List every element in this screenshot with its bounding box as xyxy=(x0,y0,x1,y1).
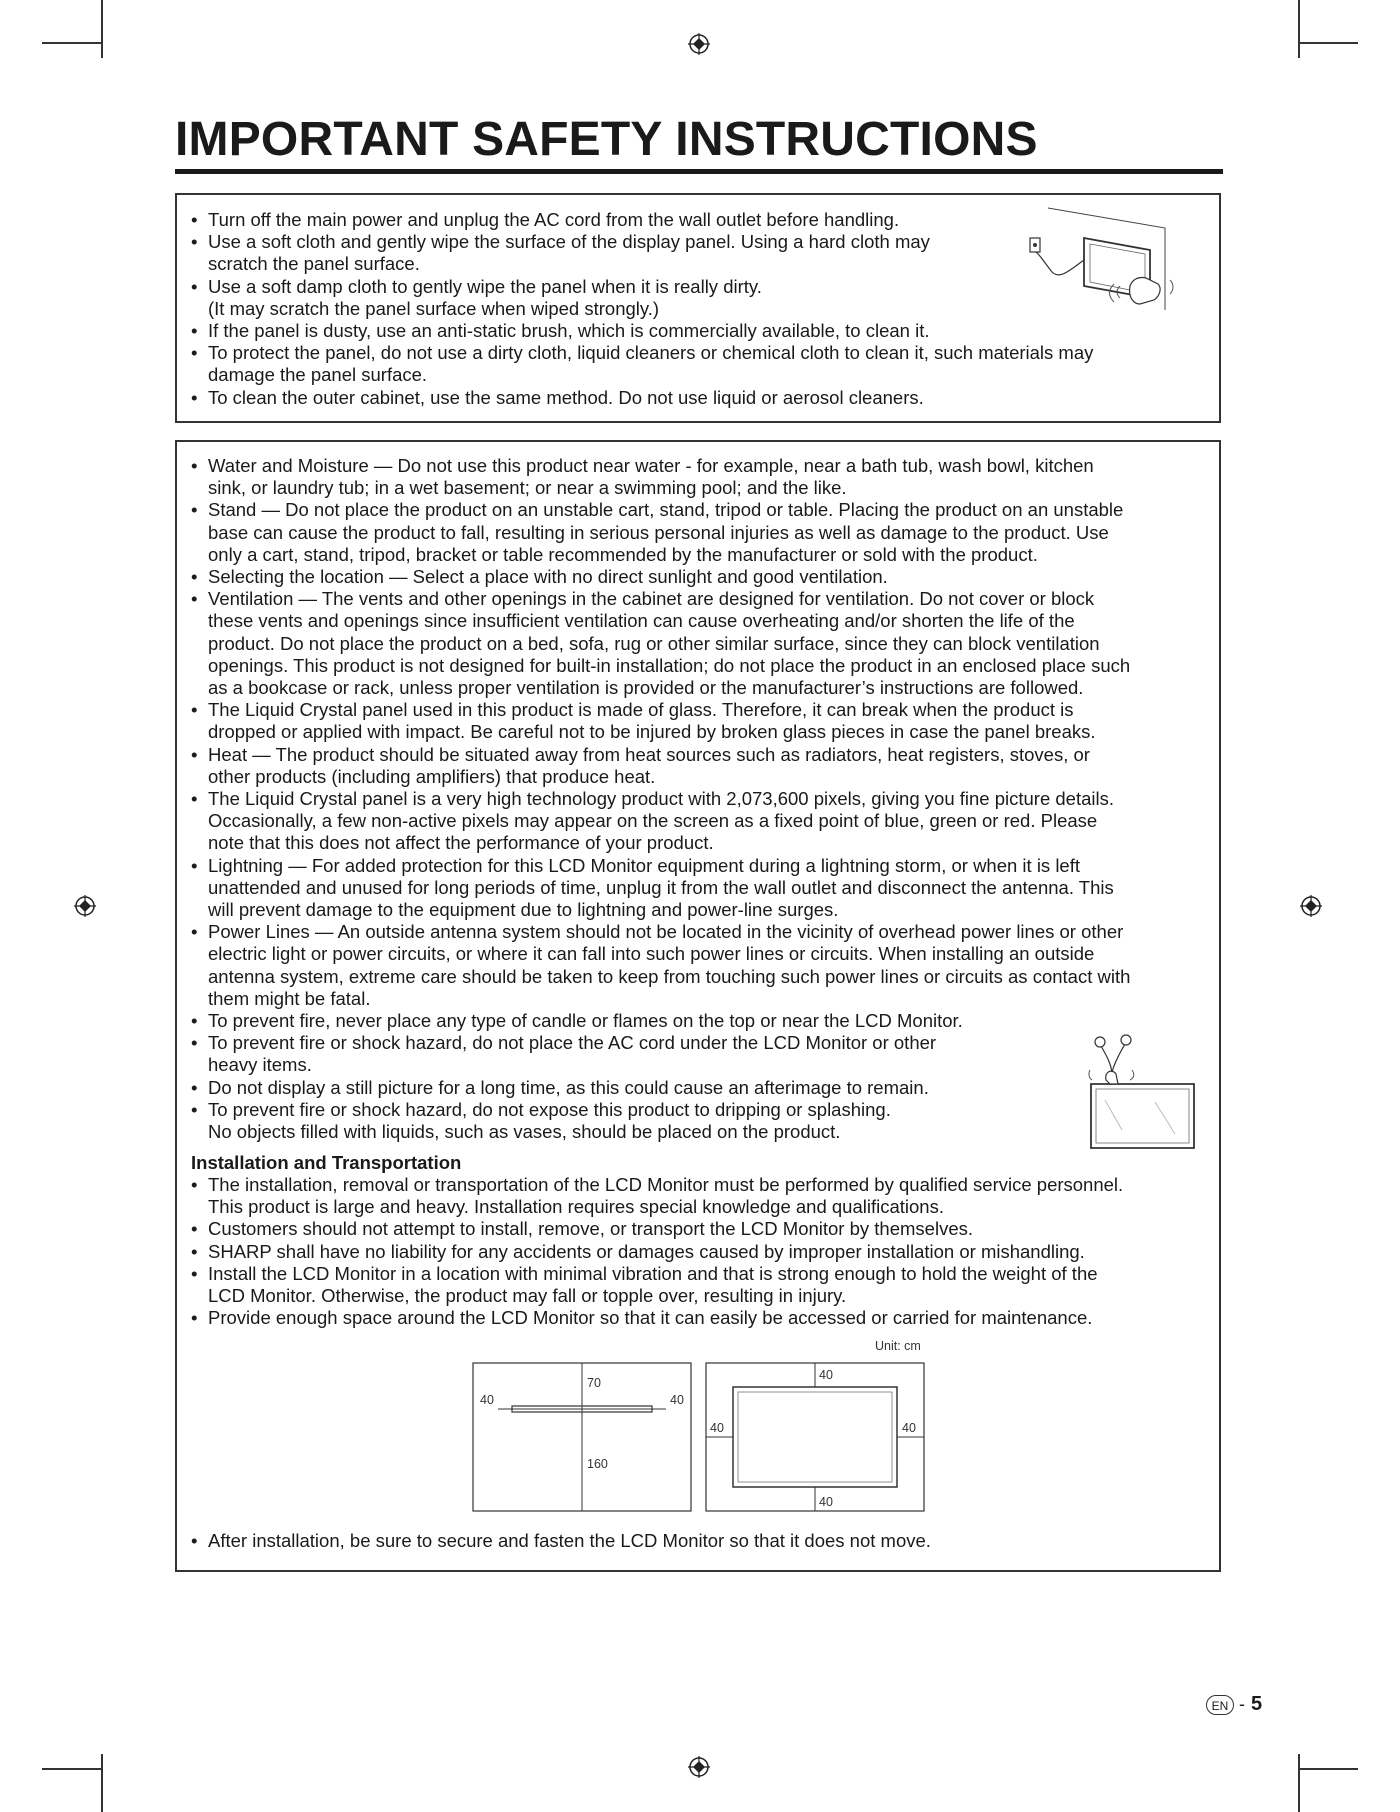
list-item xyxy=(177,1218,1217,1240)
list-item-line: them might be fatal. xyxy=(208,987,371,1009)
crop-mark xyxy=(1298,1768,1358,1770)
list-item-line: other products (including amplifiers) that produce heat. xyxy=(208,765,656,787)
list-item-line: • After installation, be sure to secure and fasten the LCD Monitor so that it does not move. xyxy=(208,1530,931,1551)
list-item-line: sink, or laundry tub; in a wet basement; or near a swimming pool; and the like. xyxy=(208,477,847,499)
list-item xyxy=(177,566,1217,588)
list-item-line: • To clean the outer cabinet, use the same method. Do not use liquid or aerosol cleaners. xyxy=(208,386,924,408)
list-item-line: • SHARP shall have no liability for any accidents or damages caused by improper installation or mishandling. xyxy=(208,1240,1085,1262)
page-footer xyxy=(1206,1693,1262,1716)
list-item xyxy=(177,499,1217,566)
list-item-line: will prevent damage to the equipment due to lightning and power-line surges. xyxy=(208,899,839,921)
front-view-left-dim: 40 xyxy=(710,1421,724,1435)
front-view-bottom-dim: 40 xyxy=(819,1495,833,1509)
list-item-line: • Use a soft cloth and gently wipe the surface of the display panel. Using a hard cloth may xyxy=(208,231,930,253)
list-item-line: product. Do not place the product on a bed, sofa, rug or other similar surface, since they can block ventilation xyxy=(208,632,1100,654)
list-item xyxy=(177,320,1197,342)
list-item xyxy=(177,1174,1217,1218)
registration-mark-icon xyxy=(688,1756,710,1778)
list-item-line: • To prevent fire, never place any type of candle or flames on the top or near the LCD Monitor. xyxy=(208,1010,963,1032)
top-view-right-dim: 40 xyxy=(670,1393,684,1407)
top-view-back-dim: 160 xyxy=(587,1457,608,1471)
list-item xyxy=(177,588,1217,699)
unit-label: Unit: cm xyxy=(875,1339,921,1353)
list-item xyxy=(177,788,1217,855)
list-item-line: unattended and unused for long periods of time, unplug it from the wall outlet and disconnect the antenna. This xyxy=(208,876,1114,898)
page-separator: - xyxy=(1239,1694,1245,1714)
list-item-line: • Use a soft damp cloth to gently wipe the panel when it is really dirty. xyxy=(208,275,762,297)
list-item-line: • To prevent fire or shock hazard, do not place the AC cord under the LCD Monitor or other xyxy=(208,1032,937,1054)
list-item-line: • Turn off the main power and unplug the AC cord from the wall outlet before handling. xyxy=(208,209,900,230)
list-item xyxy=(177,855,1217,922)
list-item-line: • Power Lines — An outside antenna system should not be located in the vicinity of overhead power lines or other xyxy=(208,921,1124,943)
list-item-line: note that this does not affect the performance of your product. xyxy=(208,832,714,854)
list-item-line: scratch the panel surface. xyxy=(208,253,420,275)
list-item-line: • The installation, removal or transportation of the LCD Monitor must be performed by qualified service personnel. xyxy=(208,1174,1124,1195)
list-item-line: No objects filled with liquids, such as vases, should be placed on the product. xyxy=(208,1121,841,1143)
crop-mark xyxy=(1298,0,1300,58)
list-item-line: these vents and openings since insufficient ventilation can cause overheating and/or shorten the life of the xyxy=(208,610,1075,632)
list-item xyxy=(177,387,1197,409)
list-item-line: • Stand — Do not place the product on an unstable cart, stand, tripod or table. Placing the product on an unstable xyxy=(208,499,1124,521)
list-item-line: • Water and Moisture — Do not use this product near water - for example, near a bath tub, wash bowl, kitchen xyxy=(208,455,1094,476)
crop-mark xyxy=(101,0,103,58)
vase-on-monitor-illustration xyxy=(1060,1030,1200,1150)
list-item xyxy=(177,1307,1217,1329)
top-view-front-dim: 70 xyxy=(587,1376,601,1390)
list-item-line: • Customers should not attempt to install, remove, or transport the LCD Monitor by themselves. xyxy=(208,1218,973,1240)
crop-mark xyxy=(1298,1754,1300,1812)
list-item xyxy=(177,921,1217,1010)
list-item-line: • If the panel is dusty, use an anti-static brush, which is commercially available, to clean it. xyxy=(208,320,930,342)
language-badge: EN xyxy=(1206,1695,1234,1715)
registration-mark-icon xyxy=(74,895,96,917)
list-item-line: • The Liquid Crystal panel is a very high technology product with 2,073,600 pixels, giving you fine picture details. xyxy=(208,788,1114,810)
list-item-line: damage the panel surface. xyxy=(208,364,428,386)
page-title: IMPORTANT SAFETY INSTRUCTIONS xyxy=(175,113,1038,166)
list-item xyxy=(177,1530,1217,1552)
list-item-line: LCD Monitor. Otherwise, the product may fall or topple over, resulting in injury. xyxy=(208,1285,847,1307)
list-item-line: • Ventilation — The vents and other openings in the cabinet are designed for ventilation. Do not cover or block xyxy=(208,588,1095,610)
clearance-diagram xyxy=(470,1340,940,1515)
list-item-line: (It may scratch the panel surface when wiped strongly.) xyxy=(208,297,660,319)
top-view-left-dim: 40 xyxy=(480,1393,494,1407)
front-view-right-dim: 40 xyxy=(902,1421,916,1435)
list-item xyxy=(177,455,1217,499)
list-item xyxy=(177,744,1217,788)
list-item-line: This product is large and heavy. Installation requires special knowledge and qualifications. xyxy=(208,1196,944,1218)
after-installation-list xyxy=(177,1530,1217,1552)
list-item-line: heavy items. xyxy=(208,1054,312,1076)
list-item-line: • The Liquid Crystal panel used in this product is made of glass. Therefore, it can break when the product is xyxy=(208,699,1074,721)
crop-mark xyxy=(1298,42,1358,44)
list-item-line: • Install the LCD Monitor in a location with minimal vibration and that is strong enough to hold the weight of the xyxy=(208,1262,1098,1284)
list-item xyxy=(177,699,1217,743)
list-item-line: • Provide enough space around the LCD Monitor so that it can easily be accessed or carried for maintenance. xyxy=(208,1307,1093,1329)
list-item xyxy=(177,1010,1217,1032)
title-rule xyxy=(175,169,1223,174)
list-item-line: only a cart, stand, tripod, bracket or table recommended by the manufacturer or sold with the product. xyxy=(208,543,1038,565)
installation-heading: Installation and Transportation xyxy=(191,1152,462,1173)
list-item-line: • Heat — The product should be situated away from heat sources such as radiators, heat registers, stoves, or xyxy=(208,743,1090,765)
list-item-line: as a bookcase or rack, unless proper ventilation is provided or the manufacturer’s instructions are followed. xyxy=(208,677,1084,699)
page-number: 5 xyxy=(1251,1693,1263,1715)
wiping-panel-illustration xyxy=(1000,200,1210,320)
list-item xyxy=(177,342,1197,386)
list-item-line: • Selecting the location — Select a place with no direct sunlight and good ventilation. xyxy=(208,566,888,588)
list-item-line: Occasionally, a few non-active pixels may appear on the screen as a fixed point of blue, green or red. Please xyxy=(208,810,1098,832)
crop-mark xyxy=(101,1754,103,1812)
crop-mark xyxy=(42,1768,102,1770)
list-item-line: base can cause the product to fall, resulting in serious personal injuries as well as damage to the product. Use xyxy=(208,521,1109,543)
list-item-line: openings. This product is not designed for built-in installation; do not place the product in an enclosed place such xyxy=(208,654,1131,676)
list-item xyxy=(177,1263,1217,1307)
installation-list xyxy=(177,1174,1217,1329)
list-item xyxy=(177,1241,1217,1263)
registration-mark-icon xyxy=(1300,895,1322,917)
list-item-line: • To protect the panel, do not use a dirty cloth, liquid cleaners or chemical cloth to clean it, such materials may xyxy=(208,342,1094,364)
list-item-line: dropped or applied with impact. Be careful not to be injured by broken glass pieces in case the panel breaks. xyxy=(208,721,1096,743)
list-item-line: electric light or power circuits, or where it can fall into such power lines or circuits. When installing an outside xyxy=(208,943,1095,965)
list-item-line: • Do not display a still picture for a long time, as this could cause an afterimage to remain. xyxy=(208,1076,929,1098)
crop-mark xyxy=(42,42,102,44)
list-item-line: antenna system, extreme care should be taken to keep from touching such power lines or circuits as contact with xyxy=(208,965,1131,987)
registration-mark-icon xyxy=(688,33,710,55)
monitor-front-view-icon xyxy=(733,1387,897,1487)
list-item-line: • To prevent fire or shock hazard, do not expose this product to dripping or splashing. xyxy=(208,1098,891,1120)
front-view-top-dim: 40 xyxy=(819,1368,833,1382)
list-item-line: • Lightning — For added protection for this LCD Monitor equipment during a lightning storm, or when it is left xyxy=(208,854,1081,876)
